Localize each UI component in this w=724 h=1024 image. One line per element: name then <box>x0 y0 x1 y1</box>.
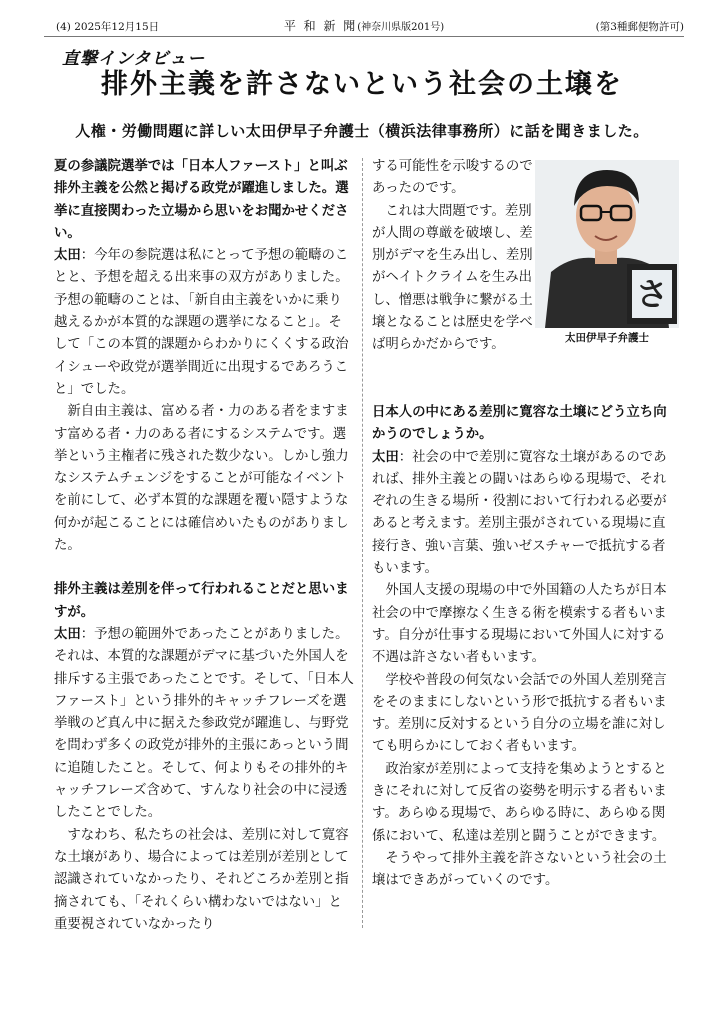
column-divider <box>362 158 363 928</box>
answer-3-paragraph-1 <box>372 447 678 581</box>
answer-2-paragraph-2: すなわち、私たちの社会は、差別に対して寛容な土壌があり、場合によっては差別が差別として認識されていなかったり、それどころか差別と指摘されても、「それくらい構わないではない」と重要視されていなかったり <box>54 827 349 932</box>
answer-1-paragraph-2: 新自由主義は、富める者・力のある者をますます富める者・力のある者にするシステムです。選挙という主権者に残された数少ない。しかし強力なシステムチェンジをすることが可能なイベントを前にして、必ず本質的な課題を覆い隠すような何かが起こることには確信めいたものがありました。 <box>54 404 349 554</box>
section-kicker: 直撃インタビュー <box>62 49 206 69</box>
question-2: 排外主義は差別を伴って行われることだと思いますが。 <box>54 582 349 620</box>
answer-3-text: ：社会の中で差別に寛容な土壌があるのであれば、排外主義との闘いはあらゆる現場で、それぞれの生きる場所・役割において行われる必要があると考えます。差別主張がされている現場に直接行き、強い言葉、強いゼスチャーで抵抗する者もいます。 <box>372 449 667 577</box>
portrait-illustration <box>535 160 679 328</box>
speaker-label: 太田 <box>372 449 399 465</box>
subheadline: 人権・労働問題に詳しい太田伊早子弁護士（横浜法律事務所）に話を聞きました。 <box>75 122 649 140</box>
answer-1-paragraph-1 <box>54 245 354 401</box>
question-3: 日本人の中にある差別に寛容な土壌にどう立ち向かうのでしょうか。 <box>372 405 667 443</box>
right-column <box>372 402 678 893</box>
edition-label: (神奈川県版201号) <box>357 22 445 33</box>
speaker-label: 太田 <box>54 626 81 642</box>
answer-3-paragraph-4: 政治家が差別によって支持を集めようとするときにそれに対して反省の姿勢を明示する者もいます。あらゆる現場で、あらゆる時に、あらゆる関係において、私達は差別と闘うことができます。 <box>372 761 667 844</box>
photo-caption: 太田伊早子弁護士 <box>565 332 649 344</box>
issue-date: (4) 2025年12月15日 <box>56 21 160 33</box>
question-1: 夏の参議院選挙では「日本人ファースト」と叫ぶ排外主義を公然と掲げる政党が躍進しました。選挙に直接関わった立場から思いをお聞かせください。 <box>54 159 349 241</box>
page-header <box>44 12 684 37</box>
answer-1-text: ：今年の参院選は私にとって予想の範疇のことと、予想を超える出来事の双方がありました。予想の範疇のことは、「新自由主義をいかに乗り越えるかが本質的な課題の選挙になること」。そして「この本質的課題からわかりにくくする政治イシューや政党が選挙間近に出現するであろうこと」でした。 <box>54 248 349 397</box>
interviewee-photo <box>535 160 679 328</box>
answer-3-paragraph-3: 学校や普段の何気ない会話での外国人差別発言をそのままにしないという形で抵抗する者もいます。差別に反対するという自分の立場を誰に対しても明らかにしておく者もいます。 <box>372 672 667 755</box>
continued-paragraph: する可能性を示唆するのであったのです。 <box>372 159 533 197</box>
answer-2-paragraph-1 <box>54 624 354 825</box>
answer-3-paragraph-2: 外国人支援の現場の中で外国籍の人たちが日本社会の中で摩擦なく生きる術を模索する者もいます。自分が仕事する現場において外国人に対する不遇は許さない者もいます。 <box>372 583 667 666</box>
answer-2-text: ：予想の範囲外であったことがありました。それは、本質的な課題がデマに基づいた外国人を排斥する主張であったことです。そして、「日本人ファースト」という排外的キャッチフレーズを選挙戦のど真ん中に据えた参政党が躍進し、与野党を問わず多くの政党が排外的主張にあっという間に追随したこと。そして、何よりもその排外的キャッチフレーズ含めて、すんなり社会の中に浸透したことでした。 <box>54 626 354 821</box>
answer-3-paragraph-5: そうやって排外主義を許さないという社会の土壌はできあがっていくのです。 <box>372 850 667 889</box>
right-column-top <box>372 156 534 357</box>
speaker-label: 太田 <box>54 248 81 264</box>
left-column <box>54 156 354 936</box>
postal-permit: (第3種郵便物許可) <box>595 21 684 33</box>
headline: 排外主義を許さないという社会の土壌を <box>101 69 623 100</box>
newspaper-title <box>44 17 684 34</box>
sign-glyph: さ <box>635 275 669 313</box>
problem-paragraph: これは大問題です。差別が人間の尊厳を破壊し、差別がデマを生み出し、差別がヘイトクライムを生み出し、憎悪は戦争に繋がる土壌となることは歴史を学べば明らかだからです。 <box>372 203 533 353</box>
masthead-title: 平 和 新 聞 <box>283 19 358 33</box>
